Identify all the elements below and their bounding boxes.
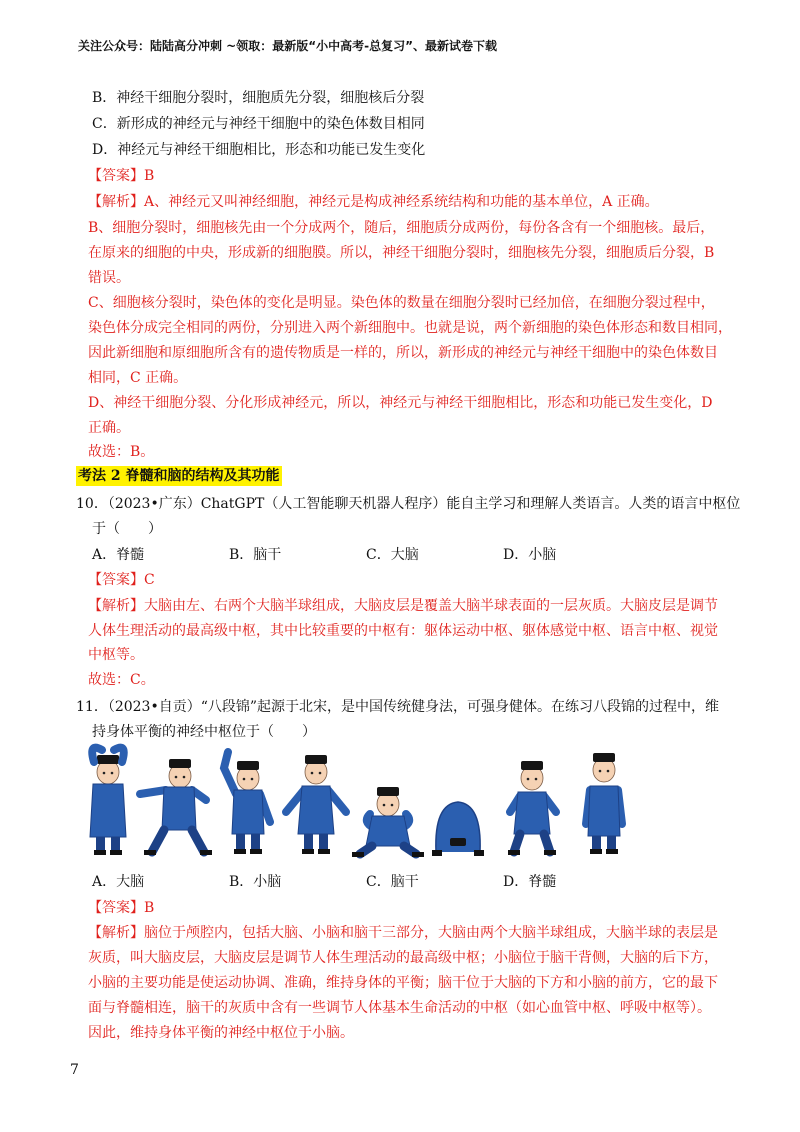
page-header: 关注公众号：陆陆高分冲刺 ~领取：最新版“小中高考-总复习”、最新试卷下载 xyxy=(78,39,497,53)
figure-5 xyxy=(352,787,424,857)
q11-analysis-line: 小脑的主要功能是使运动协调、准确，维持身体的平衡；脑干位于大脑的下方和小脑的前方，它的最下 xyxy=(88,975,718,991)
q9-analysis-line: 染色体分成完全相同的两份，分别进入两个新细胞中。也就是说，两个新细胞的染色体形态和数目相同， xyxy=(88,320,732,336)
q10-option-a: A．脊髓 xyxy=(92,547,145,563)
q11-analysis-line: 【解析】脑位于颅腔内，包括大脑、小脑和脑干三部分，大脑由两个大脑半球组成，大脑半球的表层是 xyxy=(88,925,718,941)
q10-option-c: C．大脑 xyxy=(366,547,419,563)
figure-3 xyxy=(224,752,270,854)
q9-analysis-line: 相同，C 正确。 xyxy=(88,370,188,386)
q9-answer: 【答案】B xyxy=(88,168,155,184)
q9-analysis-line: 【解析】A、神经元又叫神经细胞，神经元是构成神经系统结构和功能的基本单位，A 正确。 xyxy=(88,194,659,210)
q9-option-b: B．神经干细胞分裂时，细胞质先分裂，细胞核后分裂 xyxy=(92,90,425,106)
q9-analysis-line: B、细胞分裂时，细胞核先由一个分成两个，随后，细胞质分成两份，每份各含有一个细胞核。最后， xyxy=(88,220,715,236)
q11-option-b: B．小脑 xyxy=(229,874,282,890)
q10-analysis-line: 人体生理活动的最高级中枢，其中比较重要的中枢有：躯体运动中枢、躯体感觉中枢、语言中枢、视觉 xyxy=(88,623,718,639)
q11-analysis-line: 灰质，叫大脑皮层，大脑皮层是调节人体生理活动的最高级中枢；小脑位于脑干背侧，大脑的后下方， xyxy=(88,950,718,966)
q11-analysis-line: 面与脊髓相连，脑干的灰质中含有一些调节人体基本生命活动的中枢（如心血管中枢、呼吸中枢等）。 xyxy=(88,1000,711,1016)
q10-conclusion: 故选：C。 xyxy=(88,672,155,688)
figure-2 xyxy=(140,759,212,855)
q10-answer: 【答案】C xyxy=(88,572,155,588)
page-number: 7 xyxy=(70,1062,79,1078)
q11-stem: 11．（2023•自贡）“八段锦”起源于北宋，是中国传统健身法，可强身健体。在练习八段锦的过程中，维 xyxy=(76,699,720,715)
q9-analysis-line: 在原来的细胞的中央，形成新的细胞膜。所以，神经干细胞分裂时，细胞核先分裂，细胞质后分裂，B xyxy=(88,245,715,261)
q10-stem-cont: 于（ ） xyxy=(92,521,162,537)
q9-analysis-line: 错误。 xyxy=(88,270,130,286)
figure-6 xyxy=(432,802,484,856)
q11-answer: 【答案】B xyxy=(88,900,155,916)
q11-stem-cont: 持身体平衡的神经中枢位于（ ） xyxy=(92,724,316,740)
q10-option-d: D．小脑 xyxy=(503,547,557,563)
q10-analysis-line: 中枢等。 xyxy=(88,647,144,663)
q11-option-a: A．大脑 xyxy=(92,874,145,890)
q11-analysis-line: 因此，维持身体平衡的神经中枢位于小脑。 xyxy=(88,1025,354,1041)
q9-analysis-line: D、神经干细胞分裂、分化形成神经元，所以，神经元与神经干细胞相比，形态和功能已发生变化，D xyxy=(88,395,713,411)
q11-option-d: D．脊髓 xyxy=(503,874,557,890)
figure-4 xyxy=(286,755,346,854)
q9-analysis-line: 因此新细胞和原细胞所含有的遗传物质是一样的，所以，新形成的神经元与神经干细胞中的染色体数目 xyxy=(88,345,718,361)
q10-stem: 10．（2023•广东）ChatGPT（人工智能聊天机器人程序）能自主学习和理解人类语言。人类的语言中枢位 xyxy=(76,496,741,512)
q9-conclusion: 故选：B。 xyxy=(88,444,155,460)
q9-option-c: C．新形成的神经元与神经干细胞中的染色体数目相同 xyxy=(92,116,425,132)
q9-option-d: D．神经元与神经干细胞相比，形态和功能已发生变化 xyxy=(92,142,426,158)
section-heading: 考法 2 脊髓和脑的结构及其功能 xyxy=(78,468,280,484)
figure-8 xyxy=(586,753,622,854)
figure-7 xyxy=(508,761,556,855)
figure-1 xyxy=(90,748,126,855)
q9-analysis-line: 正确。 xyxy=(88,420,130,436)
baduanjin-illustration xyxy=(88,742,648,864)
q11-option-c: C．脑干 xyxy=(366,874,419,890)
q9-analysis-line: C、细胞核分裂时，染色体的变化是明显。染色体的数量在细胞分裂时已经加倍，在细胞分裂过程中， xyxy=(88,295,715,311)
q10-option-b: B．脑干 xyxy=(229,547,282,563)
q10-analysis-line: 【解析】大脑由左、右两个大脑半球组成，大脑皮层是覆盖大脑半球表面的一层灰质。大脑皮层是调节 xyxy=(88,598,718,614)
